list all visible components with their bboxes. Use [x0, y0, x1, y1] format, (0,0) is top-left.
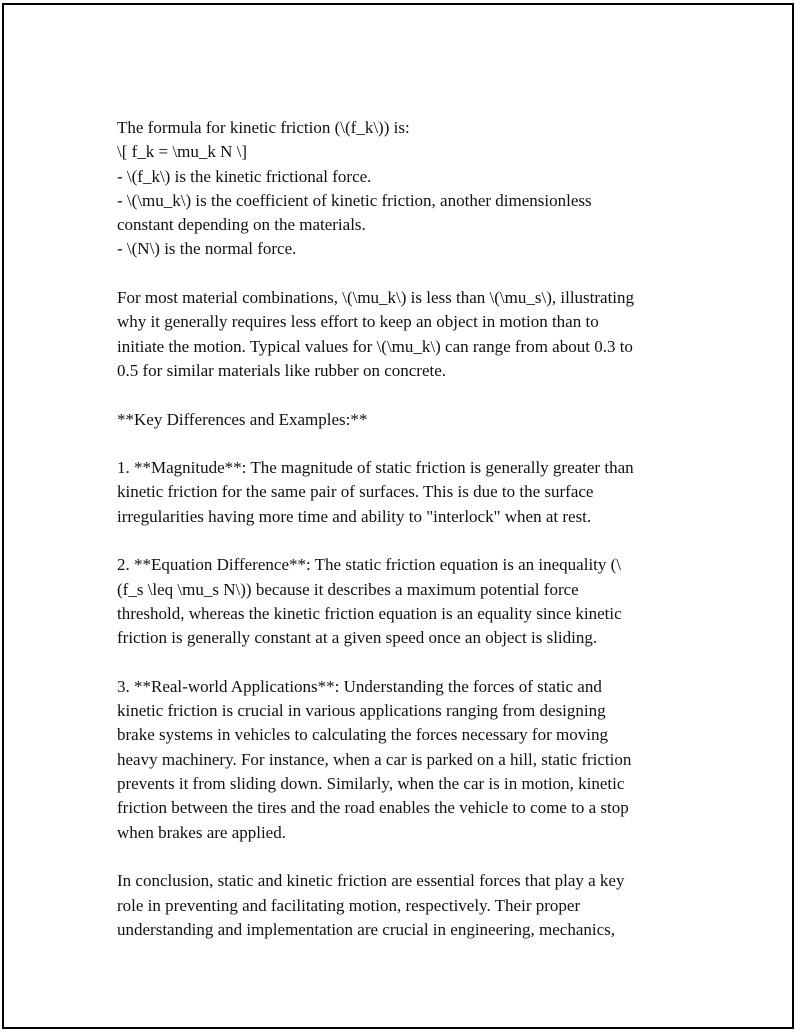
- section-heading-key-differences: [117, 408, 689, 432]
- text-line: threshold, whereas the kinetic friction equation is an equality since kinetic: [117, 603, 622, 623]
- text-line: The formula for kinetic friction (\(f_k\)) is:: [117, 118, 410, 137]
- text-line: why it generally requires less effort to keep an object in motion than to: [117, 312, 599, 332]
- text-line: when brakes are applied.: [117, 822, 286, 842]
- text-line: For most material combinations, \(\mu_k\) is less than \(\mu_s\), illustrating: [117, 288, 635, 308]
- text-line: friction is generally constant at a given speed once an object is sliding.: [117, 628, 598, 648]
- list-item-real-world-applications: [117, 675, 689, 845]
- text-line: kinetic friction for the same pair of surfaces. This is due to the surface: [117, 482, 594, 502]
- document-body: [117, 116, 689, 966]
- text-line: - \(\mu_k\) is the coefficient of kinetic friction, another dimensionless: [117, 190, 592, 210]
- paragraph-conclusion: [117, 869, 689, 942]
- text-line: prevents it from sliding down. Similarly, when the car is in motion, kinetic: [117, 774, 625, 794]
- paragraph-kinetic-formula: [117, 116, 689, 262]
- text-line: \[ f_k = \mu_k N \]: [117, 142, 247, 162]
- text-line: friction between the tires and the road enables the vehicle to come to a stop: [117, 798, 629, 818]
- list-item-magnitude: [117, 456, 689, 529]
- text-line: - \(f_k\) is the kinetic frictional force.: [117, 166, 372, 186]
- text-line: In conclusion, static and kinetic friction are essential forces that play a key: [117, 871, 625, 891]
- text-line: 0.5 for similar materials like rubber on concrete.: [117, 360, 447, 380]
- text-line: constant depending on the materials.: [117, 215, 366, 235]
- text-line: (f_s \leq \mu_s N\)) because it describes a maximum potential force: [117, 579, 579, 599]
- text-line: 3. **Real-world Applications**: Understanding the forces of static and: [117, 676, 602, 696]
- text-line: 2. **Equation Difference**: The static friction equation is an inequality (\: [117, 555, 622, 575]
- text-line: initiate the motion. Typical values for \(\mu_k\) can range from about 0.3 to: [117, 336, 633, 356]
- text-line: heavy machinery. For instance, when a car is parked on a hill, static friction: [117, 749, 632, 769]
- text-line: 1. **Magnitude**: The magnitude of static friction is generally greater than: [117, 458, 634, 478]
- paragraph-material-combinations: [117, 286, 689, 383]
- list-item-equation-difference: [117, 553, 689, 650]
- text-line: - \(N\) is the normal force.: [117, 239, 297, 259]
- text-line: brake systems in vehicles to calculating the forces necessary for moving: [117, 725, 608, 745]
- text-line: irregularities having more time and ability to "interlock" when at rest.: [117, 506, 592, 526]
- text-line: understanding and implementation are crucial in engineering, mechanics,: [117, 919, 616, 939]
- text-line: role in preventing and facilitating motion, respectively. Their proper: [117, 895, 581, 915]
- text-line: **Key Differences and Examples:**: [117, 409, 368, 429]
- text-line: kinetic friction is crucial in various applications ranging from designing: [117, 701, 606, 721]
